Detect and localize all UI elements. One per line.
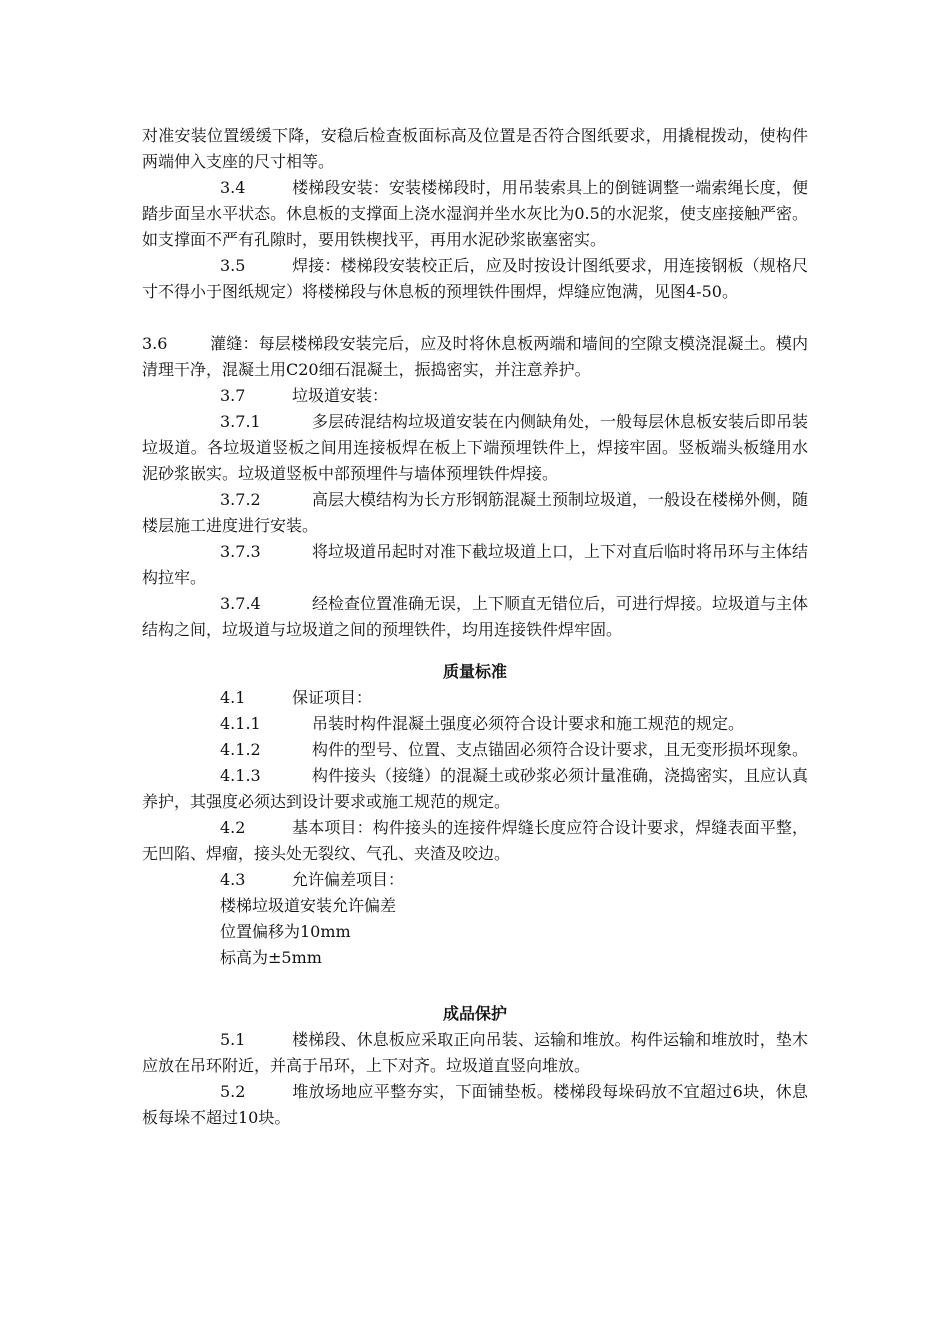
paragraph-number: 3.7.4	[220, 594, 261, 613]
paragraph-number: 4.1.2	[220, 740, 261, 759]
paragraph-3-7-3	[142, 539, 808, 591]
paragraph-5-1	[142, 1027, 808, 1079]
paragraph-text: 堆放场地应平整夯实，下面铺垫板。楼梯段每垛码放不宜超过6块，休息板每垛不超过10块。	[142, 1082, 808, 1127]
paragraph-3-7-1	[142, 409, 808, 487]
paragraph-number: 3.7.1	[220, 412, 261, 431]
paragraph-text: 楼梯段、休息板应采取正向吊装、运输和堆放。构件运输和堆放时，垫木应放在吊环附近，并高于吊环，上下对齐。垃圾道直竖向堆放。	[142, 1030, 808, 1075]
paragraph-text: 构件接头（接缝）的混凝土或砂浆必须计量准确，浇捣密实，且应认真养护，其强度必须达到设计要求或施工规范的规定。	[142, 766, 809, 811]
paragraph-number: 3.6	[142, 334, 168, 353]
document-page	[142, 123, 808, 1131]
paragraph-number: 4.1.3	[220, 766, 261, 785]
paragraph-number: 4.1.1	[220, 714, 261, 733]
paragraph-text: 构件的型号、位置、支点锚固必须符合设计要求，且无变形损坏现象。	[312, 740, 809, 759]
paragraph-4-1-3	[142, 763, 808, 815]
paragraph-text: 高层大模结构为长方形钢筋混凝土预制垃圾道，一般设在楼梯外侧，随楼层施工进度进行安装。	[142, 490, 809, 535]
paragraph-4-2	[142, 815, 808, 867]
paragraph-3-3-continued	[142, 123, 808, 175]
paragraph-text: 垃圾道安装：	[292, 386, 389, 405]
paragraph-text: 吊装时构件混凝土强度必须符合设计要求和施工规范的规定。	[312, 714, 745, 733]
paragraph-3-7-2	[142, 487, 808, 539]
paragraph-number: 3.5	[220, 256, 246, 275]
paragraph-number: 3.4	[220, 178, 246, 197]
paragraph-4-3	[142, 867, 808, 893]
paragraph-3-7	[142, 383, 808, 409]
paragraph-text: 楼梯段安装：安装楼梯段时，用吊装索具上的倒链调整一端索绳长度，便踏步面呈水平状态。休息板的支撑面上浇水湿润并坐水灰比为0.5的水泥浆，使支座接触严密。如支撑面不严有孔隙时，要用铁楔找平，再用水泥砂浆嵌塞密实。	[142, 178, 808, 249]
deviation-line-position: 位置偏移为10mm	[220, 922, 351, 941]
paragraph-3-7-4	[142, 591, 808, 643]
paragraph-number: 3.7.2	[220, 490, 261, 509]
paragraph-number: 4.1	[220, 688, 246, 707]
paragraph-4-1-1	[142, 711, 808, 737]
section-title-protection: 成品保护	[442, 1004, 507, 1023]
paragraph-number: 4.3	[220, 870, 246, 889]
paragraph-5-2	[142, 1079, 808, 1131]
paragraph-text: 将垃圾道吊起时对准下截垃圾道上口，上下对直后临时将吊环与主体结构拉牢。	[142, 542, 809, 587]
paragraph-4-1	[142, 685, 808, 711]
paragraph-text: 保证项目：	[292, 688, 373, 707]
paragraph-text: 灌缝：每层楼梯段安装完后，应及时将休息板两端和墙间的空隙支模浇混凝土。模内清理干净，混凝土用C20细石混凝土，振捣密实，并注意养护。	[142, 334, 808, 379]
paragraph-4-1-2	[142, 737, 808, 763]
deviation-line-elevation: 标高为±5mm	[220, 948, 322, 967]
section-title-quality: 质量标准	[442, 662, 507, 681]
paragraph-3-5	[142, 253, 808, 305]
paragraph-text: 允许偏差项目：	[292, 870, 405, 889]
paragraph-text: 经检查位置准确无误，上下顺直无错位后，可进行焊接。垃圾道与主体结构之间，垃圾道与垃圾道之间的预埋铁件，均用连接铁件焊牢固。	[142, 594, 809, 639]
deviation-line-title: 楼梯垃圾道安装允许偏差	[220, 896, 397, 915]
paragraph-text: 焊接：楼梯段安装校正后，应及时按设计图纸要求，用连接钢板（规格尺寸不得小于图纸规定）将楼梯段与休息板的预埋铁件围焊，焊缝应饱满，见图4-50。	[142, 256, 808, 301]
paragraph-text: 对准安装位置缓缓下降，安稳后检查板面标高及位置是否符合图纸要求，用撬棍拨动，使构件两端伸入支座的尺寸相等。	[142, 126, 808, 171]
paragraph-text: 基本项目：构件接头的连接件焊缝长度应符合设计要求，焊缝表面平整，无凹陷、焊瘤，接头处无裂纹、气孔、夹渣及咬边。	[142, 818, 808, 863]
paragraph-3-6	[142, 331, 808, 383]
paragraph-text: 多层砖混结构垃圾道安装在内侧缺角处，一般每层休息板安装后即吊装垃圾道。各垃圾道竖板之间用连接板焊在板上下端预埋铁件上，焊接牢固。竖板端头板缝用水泥砂浆嵌实。垃圾道竖板中部预埋件与墙体预埋铁件焊接。	[142, 412, 809, 483]
paragraph-number: 4.2	[220, 818, 246, 837]
paragraph-number: 3.7.3	[220, 542, 261, 561]
paragraph-number: 5.2	[220, 1082, 246, 1101]
paragraph-3-4	[142, 175, 808, 253]
paragraph-number: 3.7	[220, 386, 246, 405]
paragraph-number: 5.1	[220, 1030, 246, 1049]
